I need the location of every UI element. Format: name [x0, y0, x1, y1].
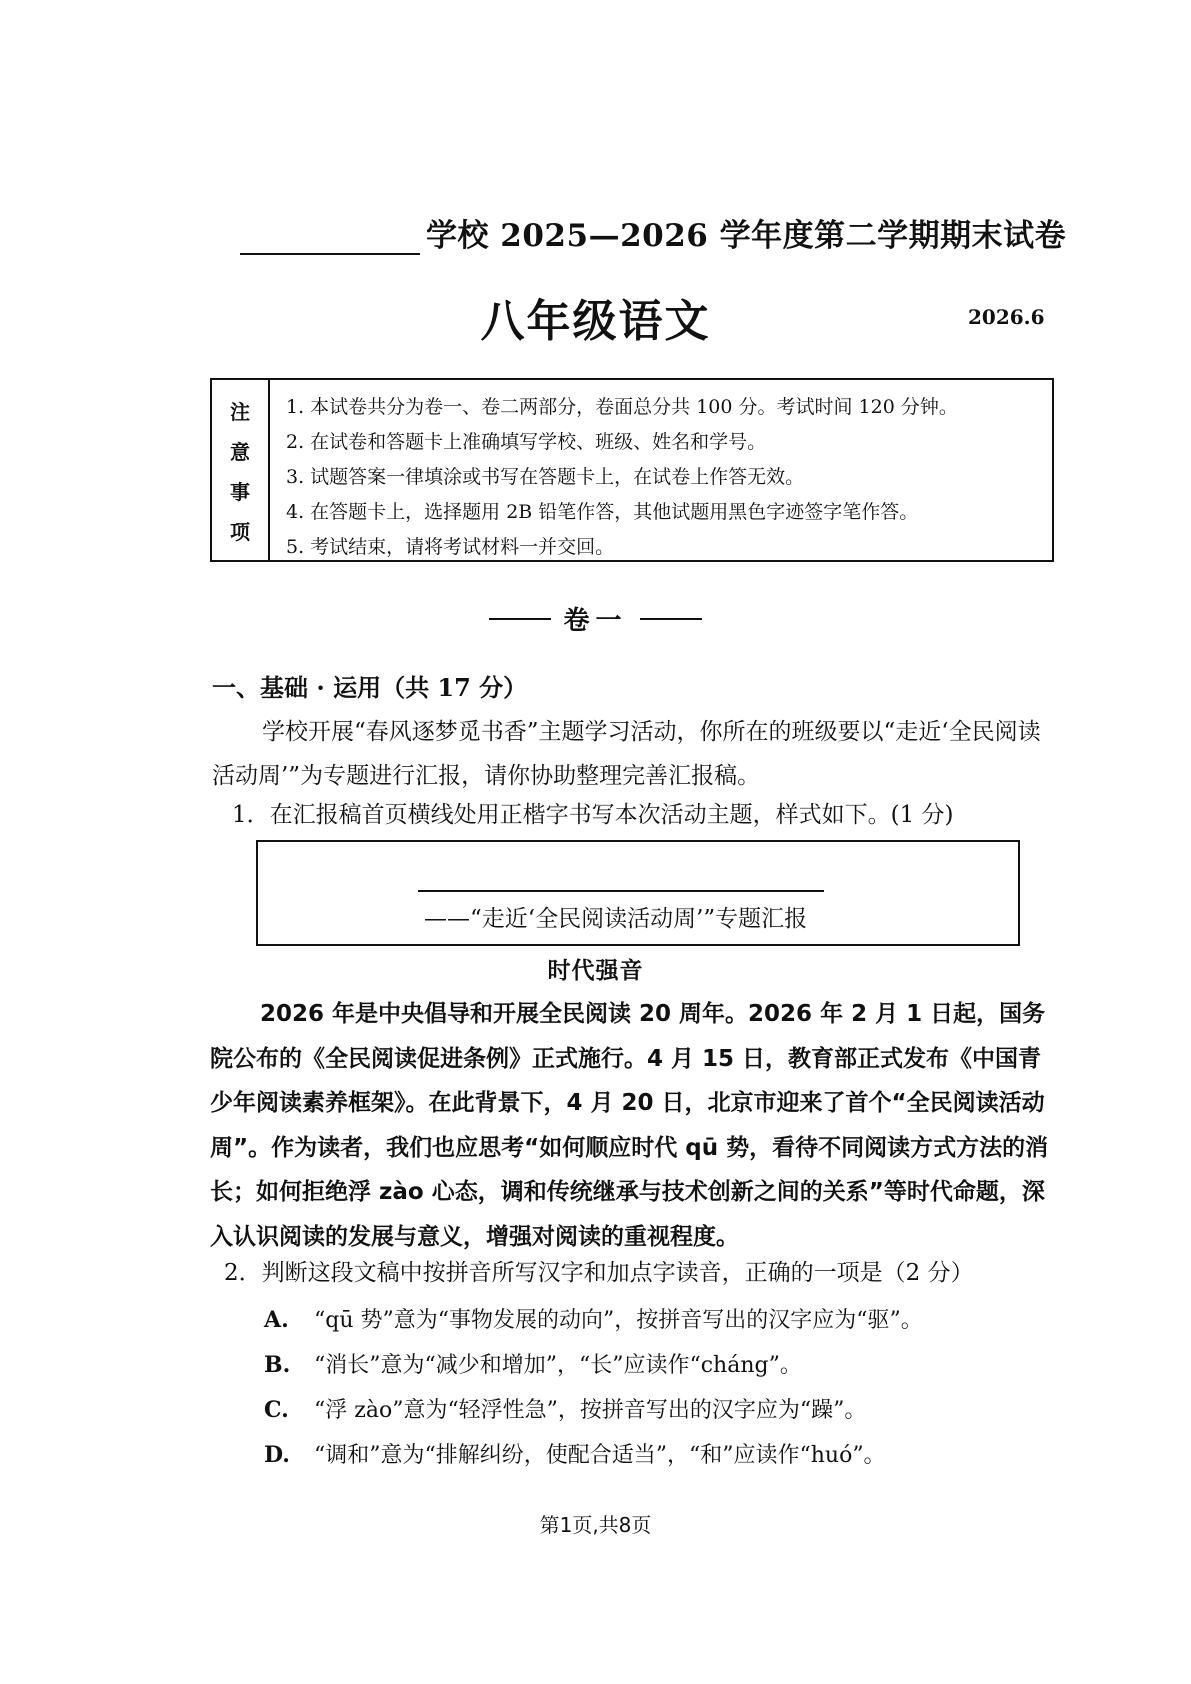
notice-box	[210, 378, 1054, 562]
section-dash-right	[640, 618, 702, 620]
school-name-blank	[240, 223, 420, 255]
section-dash-left	[489, 618, 551, 620]
option-d	[264, 1433, 923, 1478]
option-b	[264, 1343, 923, 1388]
theme-writing-line	[418, 890, 824, 892]
option-letter: C.	[264, 1397, 289, 1423]
option-c	[264, 1388, 923, 1433]
exam-title-line	[240, 210, 1066, 255]
section-label: 卷一	[563, 606, 628, 636]
exam-date: 2026.6	[968, 305, 1045, 329]
question-2-options	[264, 1298, 923, 1478]
option-a	[264, 1298, 923, 1343]
page-footer: 第1页,共8页	[539, 1513, 652, 1537]
option-text: “浮 zào”意为“轻浮性急”，按拼音写出的汉字应为“躁”。	[314, 1398, 867, 1423]
option-text: “消长”意为“减少和增加”，“长”应读作“cháng”。	[314, 1353, 802, 1378]
passage-title: 时代强音	[547, 957, 644, 984]
passage-text: 2026 年是中央倡导和开展全民阅读 20 周年。2026 年 2 月 1 日起，国务院公布的《全民阅读促进条例》正式施行。4 月 15 日，教育部正式发布《中国青少年阅读素养框架》。在此背景下，4 月 20 日，北京市迎来了首个“全民阅读活动周”。作为读者，我们也应思考“如何顺应时代 qū 势，看待不同阅读方式方法的消长；如何拒绝浮 zào 心态，调和传统继承与技术创新之间的关系”等时代命题，深入认识阅读的发展与意义，增强对阅读的重视程度。	[210, 1001, 1049, 1250]
notice-item: 4. 在答题卡上，选择题用 2B 铅笔作答，其他试题用黑色字迹签字笔作答。	[286, 501, 919, 523]
option-text: “qū 势”意为“事物发展的动向”，按拼音写出的汉字应为“驱”。	[314, 1308, 923, 1333]
notice-list	[270, 380, 1052, 560]
option-letter: A.	[264, 1307, 289, 1333]
exam-title: 学校 2025—2026 学年度第二学期期末试卷	[426, 218, 1067, 254]
option-letter: B.	[264, 1352, 291, 1378]
notice-item: 1. 本试卷共分为卷一、卷二两部分，卷面总分共 100 分。考试时间 120 分钟。	[286, 396, 958, 418]
report-header-box	[256, 840, 1020, 946]
option-text: “调和”意为“排解纠纷，使配合适当”，“和”应读作“huó”。	[314, 1443, 886, 1468]
report-subtitle: ——“走近‘全民阅读活动周’”专题汇报	[424, 906, 808, 932]
notice-label	[212, 380, 270, 560]
notice-label-char: 意	[230, 439, 250, 464]
notice-label-char: 项	[230, 519, 250, 544]
question-2: 2．判断这段文稿中按拼音所写汉字和加点字读音，正确的一项是（2 分）	[224, 1260, 974, 1286]
notice-item: 5. 考试结束，请将考试材料一并交回。	[286, 536, 615, 558]
notice-item: 3. 试题答案一律填涂或书写在答题卡上，在试卷上作答无效。	[286, 466, 805, 488]
notice-item: 2. 在试卷和答题卡上准确填写学校、班级、姓名和学号。	[286, 431, 767, 453]
option-letter: D.	[264, 1442, 290, 1468]
intro-paragraph: 学校开展“春风逐梦觅书香”主题学习活动，你所在的班级要以“走近‘全民阅读活动周’”为专题进行汇报，请你协助整理完善汇报稿。	[212, 719, 1041, 789]
section-heading	[0, 600, 1191, 637]
question-1: 1．在汇报稿首页横线处用正楷字书写本次活动主题，样式如下。(1 分)	[232, 802, 954, 828]
part-heading: 一、基础 · 运用（共 17 分）	[212, 673, 528, 702]
notice-label-char: 事	[230, 479, 250, 504]
notice-label-char: 注	[230, 399, 250, 424]
subject-title: 八年级语文	[480, 296, 711, 347]
